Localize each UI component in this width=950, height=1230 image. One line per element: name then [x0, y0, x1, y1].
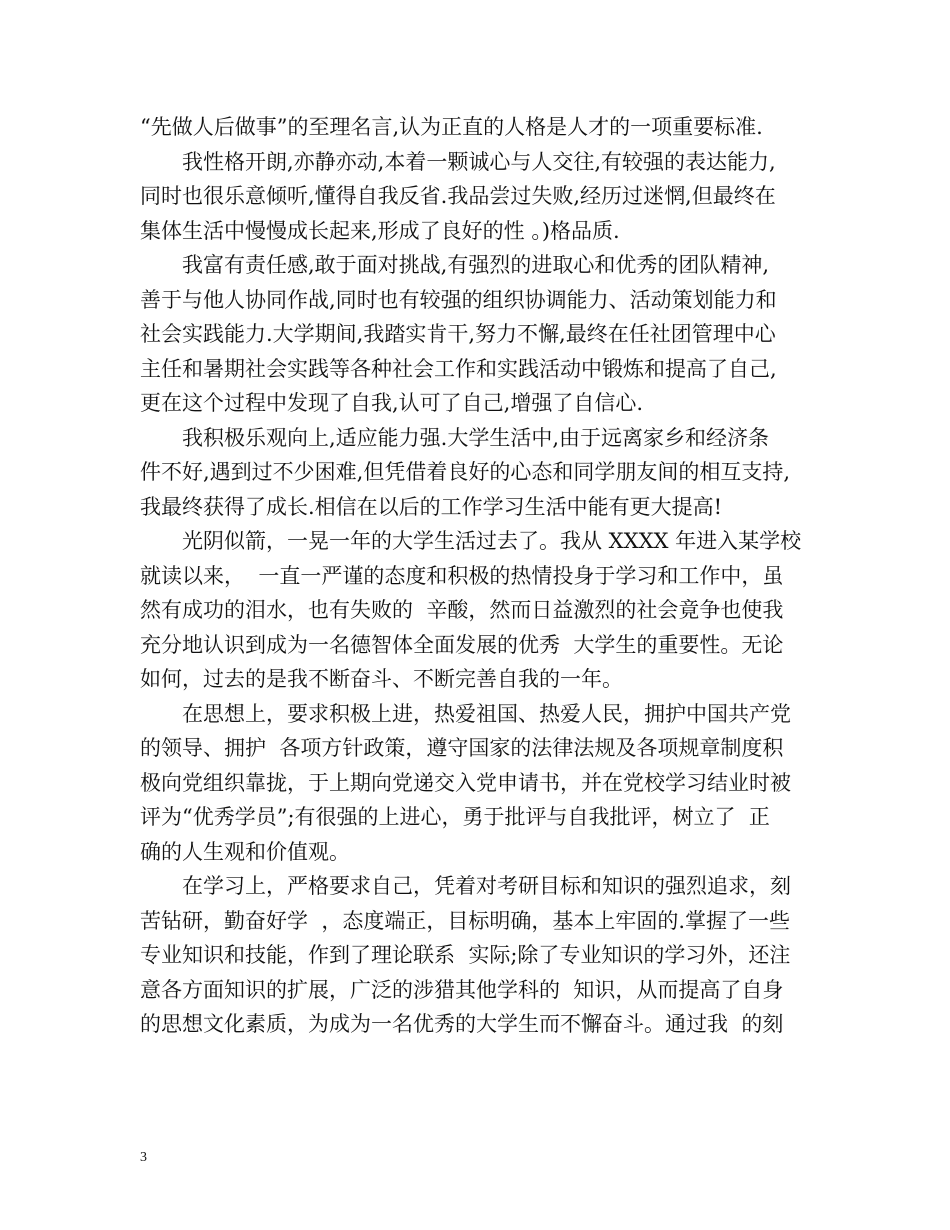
text-line: 集体生活中慢慢成长起来,形成了良好的性 。)格品质.	[140, 218, 620, 243]
text-line: 我富有责任感,敢于面对挑战,有强烈的进取心和优秀的团队精神,	[140, 253, 770, 277]
text-line: 的领导、拥护 各项方针政策，遵守国家的法律法规及各项规章制度积	[140, 736, 784, 760]
text-line: 在学习上，严格要求自己，凭着对考研目标和知识的强烈追求，刻	[140, 874, 791, 898]
text-line: 同时也很乐意倾听,懂得自我反省.我品尝过失败,经历过迷惘,但最终在	[140, 184, 776, 208]
text-line: 确的人生观和价值观。	[140, 839, 350, 864]
text-line: 主任和暑期社会实践等各种社会工作和实践活动中锻炼和提高了自己,	[140, 356, 777, 381]
text-line: 专业知识和技能，作到了理论联系 实际;除了专业知识的学习外，还注	[140, 943, 791, 967]
text-line: 我最终获得了成长.相信在以后的工作学习生活中能有更大提高!	[140, 494, 723, 519]
document-body	[140, 110, 812, 1042]
text-line: 更在这个过程中发现了自我,认可了自己,增强了自信心.	[140, 391, 644, 415]
text-line: 我性格开朗,亦静亦动,本着一颗诚心与人交往,有较强的表达能力,	[140, 149, 776, 174]
text-line: 的思想文化素质，为成为一名优秀的大学生而不懈奋斗。通过我 的刻	[140, 1012, 784, 1036]
text-line: 然有成功的泪水，也有失败的 辛酸，然而日益激烈的社会竟争也使我	[140, 598, 784, 622]
text-line: 社会实践能力.大学期间,我踏实肯干,努力不懈,最终在任社团管理中心	[140, 322, 776, 346]
page-number: 3	[140, 1150, 147, 1165]
text-line: 意各方面知识的扩展，广泛的涉猎其他学科的 知识，从而提高了自身	[140, 977, 784, 1002]
text-line: 极向党组织靠拢，于上期向党递交入党申请书，并在党校学习结业时被	[140, 770, 791, 795]
text-line: 件不好,遇到过不少困难,但凭借着良好的心态和同学朋友间的相互支持,	[140, 460, 791, 484]
text-line: 充分地认识到成为一名德智体全面发展的优秀 大学生的重要性。无论	[140, 632, 784, 657]
text-line: 光阴似箭，一晃一年的大学生活过去了。我从 XXXX 年进入某学校	[140, 529, 802, 553]
text-line: “先做人后做事”的至理名言,认为正直的人格是人才的一项重要标准.	[140, 115, 763, 139]
text-line: 在思想上，要求积极上进，热爱祖国、热爱人民，拥护中国共产党	[140, 701, 791, 726]
text-line: 评为“优秀学员”;有很强的上进心，勇于批评与自我批评，树立了 正	[140, 805, 770, 829]
text-line: 我积极乐观向上,适应能力强.大学生活中,由于远离家乡和经济条	[140, 425, 770, 450]
text-line: 如何，过去的是我不断奋斗、不断完善自我的一年。	[140, 667, 623, 691]
text-line: 善于与他人协同作战,同时也有较强的组织协调能力、活动策划能力和	[140, 287, 777, 312]
text-line: 苦钻研，勤奋好学 ，态度端正，目标明确，基本上牢固的.掌握了一些	[140, 908, 791, 933]
text-line: 就读以来， 一直一严谨的态度和积极的热情投身于学习和工作中，虽	[140, 563, 784, 588]
